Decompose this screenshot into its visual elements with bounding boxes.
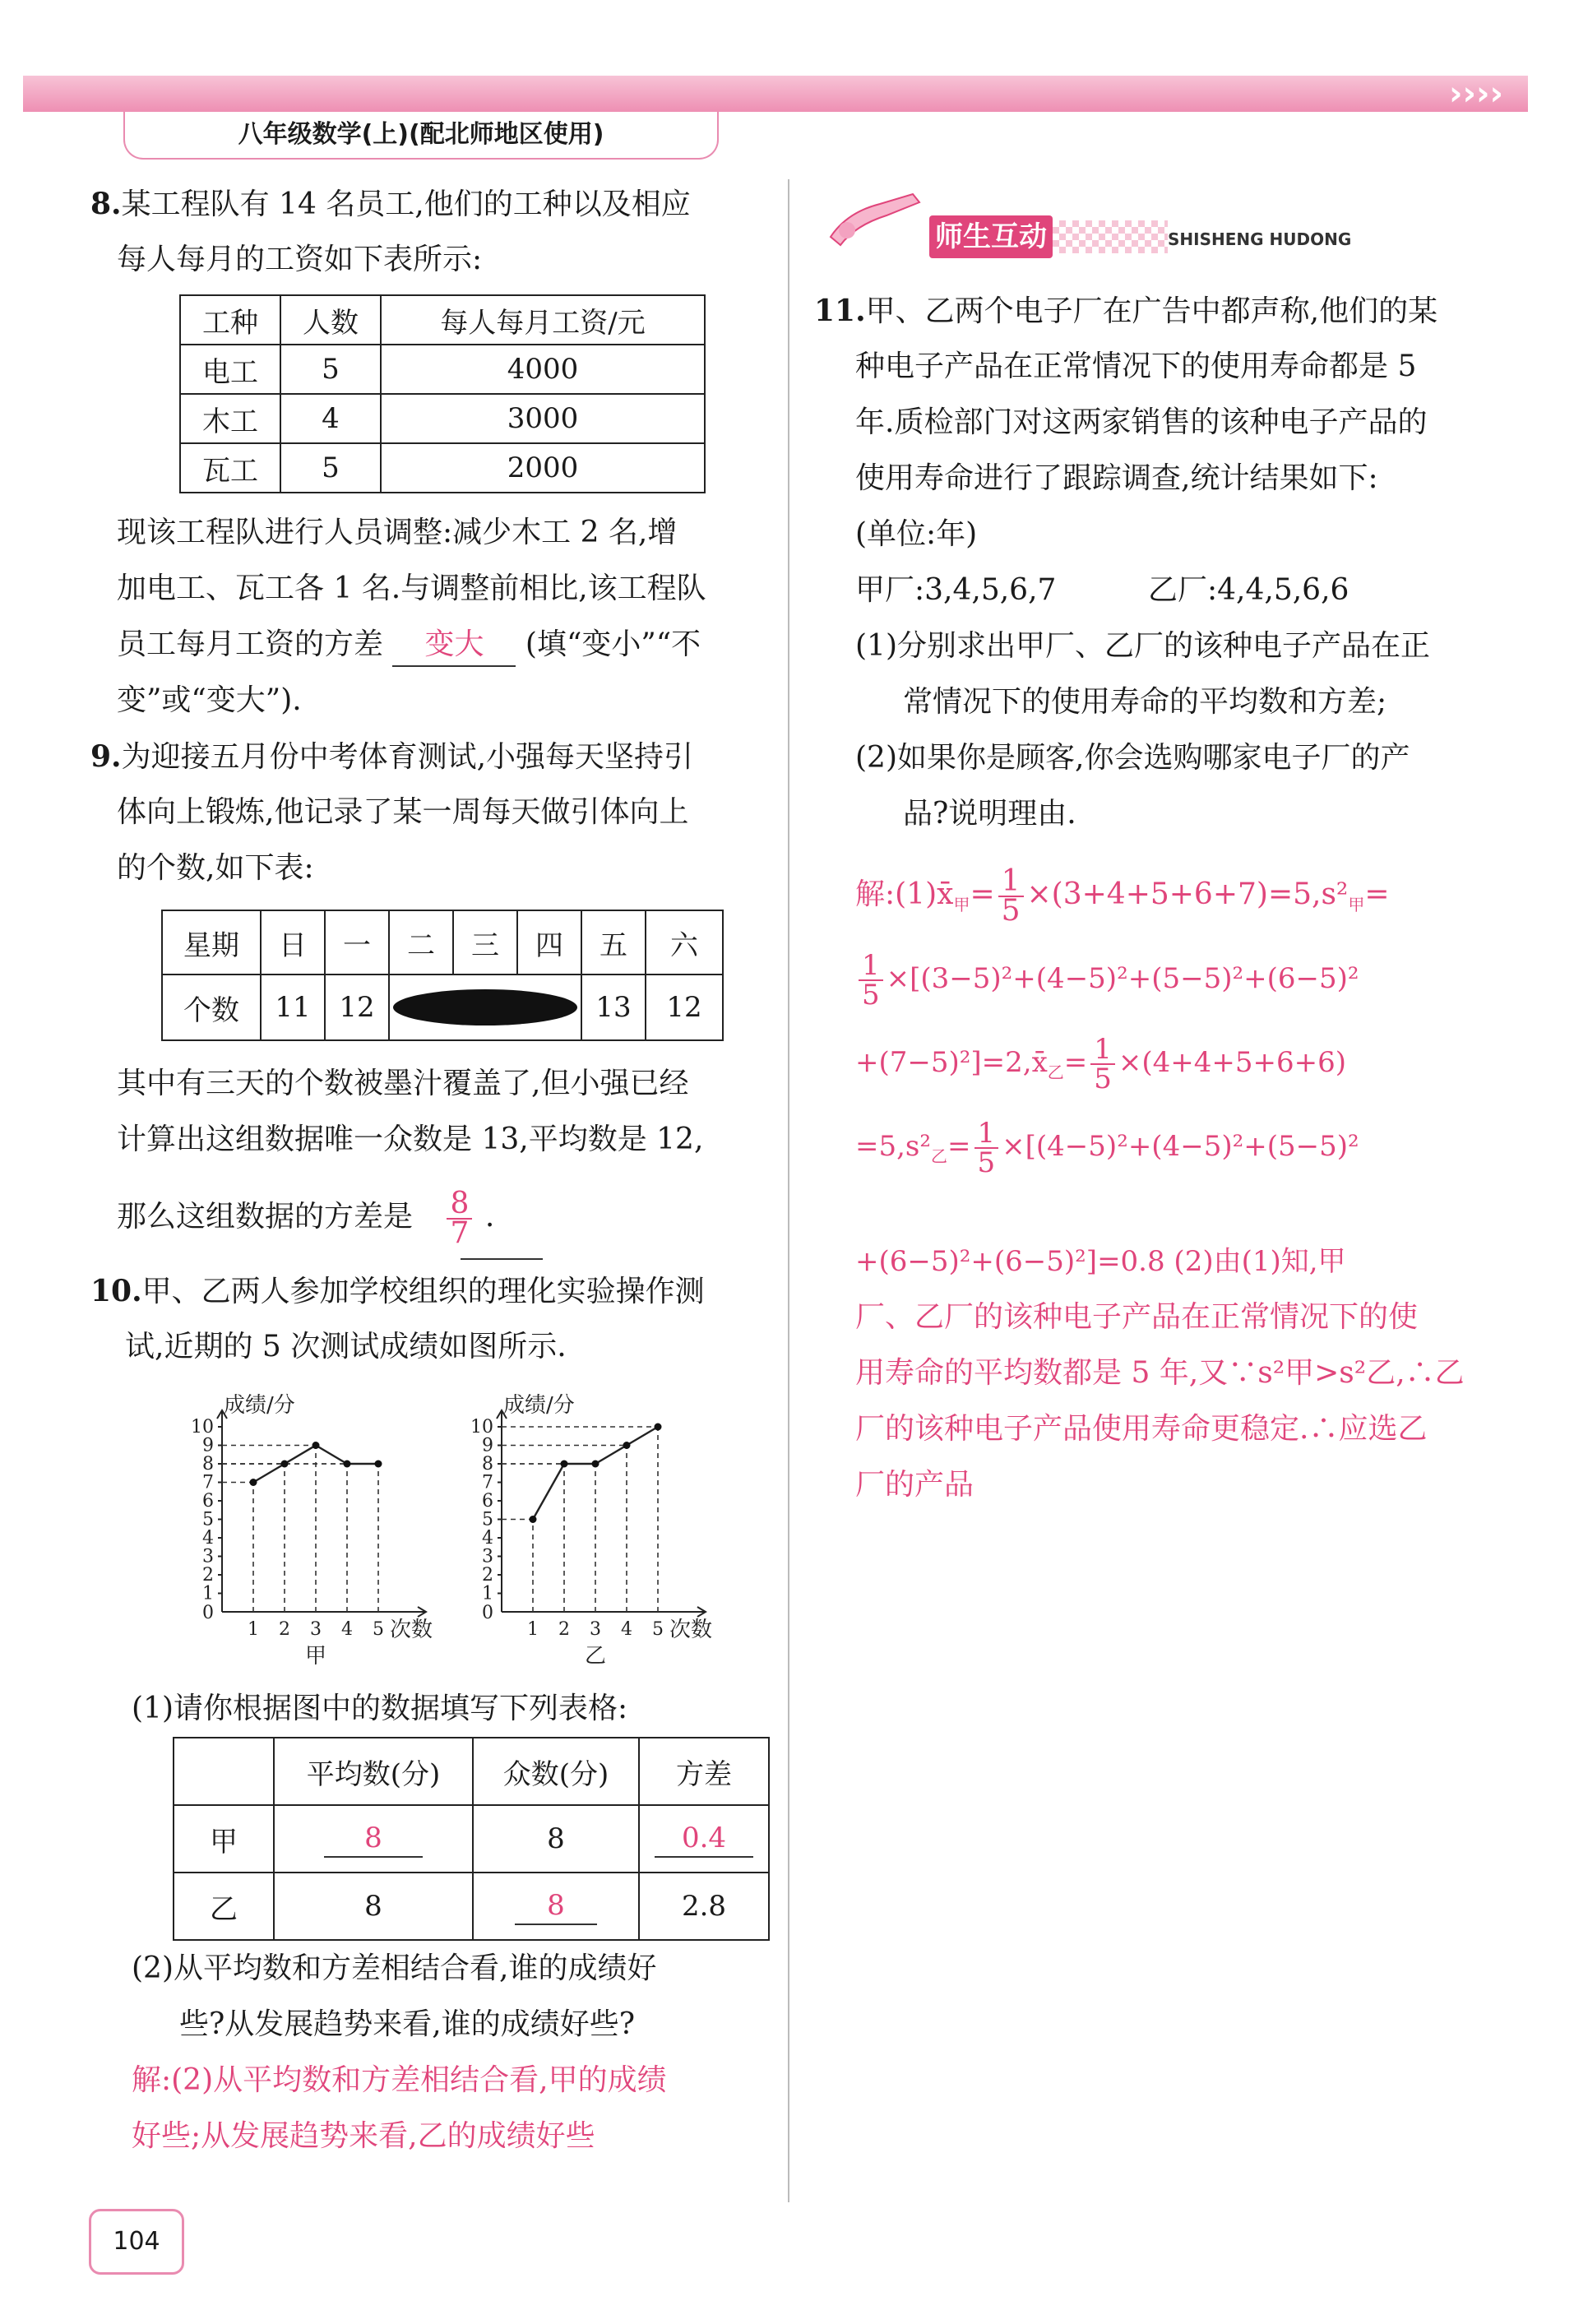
q9-line3: 的个数,如下表:: [117, 851, 314, 885]
q9-cell: 12: [325, 975, 389, 1040]
y-tick-label: 4: [202, 1528, 214, 1549]
q9-table: [161, 910, 724, 1041]
q10-sub1: (1)请你根据图中的数据填写下列表格:: [132, 1692, 628, 1725]
origin-label: 0: [482, 1603, 493, 1623]
x-axis-label: 次数: [390, 1618, 433, 1642]
q11-sol-line9: 厂的产品: [855, 1468, 974, 1502]
q10-header-cell: 方差: [639, 1738, 769, 1805]
y-tick-label: 6: [482, 1491, 493, 1512]
q11-line3: 年.质检部门对这两家销售的该种电子产品的: [855, 405, 1428, 439]
data-point: [281, 1461, 289, 1468]
header-arrows: ››››: [1449, 75, 1503, 113]
q8-after4: 变”或“变大”).: [117, 683, 302, 717]
y-tick-label: 4: [482, 1528, 493, 1549]
q10-cell: [473, 1873, 639, 1940]
q9-cell: 二: [389, 910, 453, 975]
q10-blank-jia-mean: 8: [324, 1820, 423, 1858]
q9-after1: 其中有三天的个数被墨汁覆盖了,但小强已经: [117, 1067, 689, 1100]
q9-line2: 体向上锻炼,他记录了某一周每天做引体向上: [117, 795, 689, 829]
q10-header-cell: 平均数(分): [274, 1738, 473, 1805]
q8-cell: 4: [280, 394, 381, 443]
y-tick-label: 1: [202, 1583, 214, 1604]
q10-number: 10.: [90, 1274, 142, 1308]
x-tick-label: 4: [621, 1619, 632, 1640]
q11-part1b: 常情况下的使用寿命的平均数和方差;: [903, 685, 1387, 719]
q9-cell: 13: [581, 975, 646, 1040]
chart-title: 甲: [304, 1644, 327, 1669]
q9-cell: 11: [261, 975, 325, 1040]
q8-cell: 3000: [381, 394, 705, 443]
q9-cell: 12: [646, 975, 723, 1040]
q8-header-cell: 工种: [180, 295, 280, 345]
q10-cell: 乙: [174, 1873, 274, 1940]
x-tick-label: 4: [341, 1619, 353, 1640]
q8-cell: 瓦工: [180, 443, 280, 493]
q8-line2: 每人每月的工资如下表所示:: [117, 243, 483, 276]
header-band: [23, 76, 1528, 112]
header-title: 八年级数学(上)(配北师地区使用): [238, 120, 604, 149]
q8-table: [179, 294, 706, 493]
q10-cell: 8: [473, 1805, 639, 1873]
y-tick-label: 3: [482, 1546, 493, 1567]
y-tick-label: 9: [202, 1435, 214, 1456]
data-point: [375, 1461, 382, 1468]
q11-part2b: 品?说明理由.: [903, 797, 1076, 831]
y-tick-label: 10: [191, 1417, 214, 1437]
q9-cell: 四: [517, 910, 581, 975]
q11-number: 11.: [814, 294, 866, 328]
data-point: [530, 1516, 537, 1523]
q9-answer-fraction: $\frac{8}{7}$: [447, 1190, 472, 1248]
pencil-icon: [822, 187, 929, 253]
q10-cell: 8: [274, 1873, 473, 1940]
q10-cell: 甲: [174, 1805, 274, 1873]
q8-line1: 8.某工程队有 14 名员工,他们的工种以及相应: [90, 187, 691, 221]
fraction: $\frac{1}{5}$: [859, 951, 883, 1009]
q10-sub2b: 些?从发展趋势来看,谁的成绩好些?: [179, 2007, 636, 2041]
q9-cell: 五: [581, 910, 646, 975]
q10-blank-jia-var: 0.4: [655, 1820, 753, 1858]
y-tick-label: 8: [482, 1454, 493, 1474]
q10-solution-1: 解:(2)从平均数和方差相结合看,甲的成绩: [132, 2063, 667, 2097]
q11-sol-line1: 解$:(1)x̄_甲=$ $\frac{1}{5}$ $\times(3+4+5+6+7)=5,s^2_甲=$: [855, 864, 1390, 928]
y-tick-label: 3: [202, 1546, 214, 1567]
q11-part1a: (1)分别求出甲厂、乙厂的该种电子产品在正: [855, 629, 1430, 663]
chart-jia: [173, 1382, 469, 1678]
y-tick-label: 6: [202, 1491, 214, 1512]
q8-after2: 加电工、瓦工各 1 名.与调整前相比,该工程队: [117, 572, 706, 605]
q8-after1: 现该工程队进行人员调整:减少木工 2 名,增: [117, 516, 678, 549]
y-tick-label: 8: [202, 1454, 214, 1474]
q8-cell: 5: [280, 345, 381, 394]
origin-label: 0: [202, 1603, 214, 1623]
q11-sol-line7: 用寿命的平均数都是 5 年,又∵s²甲>s²乙,∴乙: [855, 1356, 1465, 1390]
y-tick-label: 7: [482, 1472, 493, 1493]
y-axis-label: 成绩/分: [224, 1393, 295, 1418]
y-tick-label: 7: [202, 1472, 214, 1493]
y-axis-label: 成绩/分: [503, 1393, 575, 1418]
y-tick-label: 5: [202, 1509, 214, 1530]
q11-line2: 种电子产品在正常情况下的使用寿命都是 5: [855, 350, 1417, 383]
chart-yi: [452, 1382, 748, 1678]
q9-number: 9.: [90, 739, 122, 774]
q8-cell: 电工: [180, 345, 280, 394]
q10-blank-yi-mode: 8: [515, 1887, 597, 1925]
x-tick-label: 3: [310, 1619, 322, 1640]
y-tick-label: 2: [202, 1565, 214, 1586]
data-point: [312, 1442, 320, 1449]
x-tick-label: 5: [373, 1619, 384, 1640]
data-point: [623, 1442, 631, 1449]
ink-blot-cell: [389, 975, 581, 1040]
q8-answer-blank: 变大: [392, 624, 516, 667]
ink-blot: [393, 989, 577, 1025]
q11-line1: 11.甲、乙两个电子厂在广告中都声称,他们的某: [814, 294, 1438, 328]
fraction: $\frac{1}{5}$: [998, 868, 1024, 925]
q9-cell: 日: [261, 910, 325, 975]
q10-sub2a: (2)从平均数和方差相结合看,谁的成绩好: [132, 1951, 657, 1985]
q11-sol-line5: +(6−5)²+(6−5)²]=0.8 (2)由(1)知,甲: [855, 1245, 1346, 1278]
q11-line5: (单位:年): [855, 517, 978, 551]
q8-header-cell: 人数: [280, 295, 381, 345]
x-tick-label: 1: [248, 1619, 259, 1640]
data-point: [561, 1461, 568, 1468]
x-tick-label: 2: [279, 1619, 290, 1640]
data-point: [344, 1461, 351, 1468]
q8-cell: 木工: [180, 394, 280, 443]
q8-number: 8.: [90, 187, 122, 221]
y-tick-label: 2: [482, 1565, 493, 1586]
section-checker: [1053, 220, 1168, 253]
q10-line1: 10.甲、乙两人参加学校组织的理化实验操作测: [90, 1274, 705, 1308]
q9-cell: 六: [646, 910, 723, 975]
x-tick-label: 3: [590, 1619, 601, 1640]
q10-header-cell: 众数(分): [473, 1738, 639, 1805]
q9-cell: 一: [325, 910, 389, 975]
q10-line2: 试,近期的 5 次测试成绩如图所示.: [125, 1330, 567, 1363]
q9-cell: 三: [453, 910, 517, 975]
q8-after3: 员工每月工资的方差 变大 (填“变小”“不: [117, 617, 701, 673]
q11-data-b: 乙厂:4,4,5,6,6: [1148, 573, 1349, 607]
y-tick-label: 10: [470, 1417, 493, 1437]
data-point: [592, 1461, 600, 1468]
q10-cell: [639, 1805, 769, 1873]
q9-cell: 个数: [162, 975, 261, 1040]
q9-line1: 9.为迎接五月份中考体育测试,小强每天坚持引: [90, 739, 694, 774]
q8-cell: 5: [280, 443, 381, 493]
x-axis-label: 次数: [669, 1618, 713, 1642]
column-divider: [788, 179, 789, 2202]
y-tick-label: 9: [482, 1435, 493, 1456]
q8-cell: 2000: [381, 443, 705, 493]
chart-title: 乙: [584, 1644, 607, 1669]
section-subtitle: SHISHENG HUDONG: [1168, 229, 1352, 249]
q10-solution-2: 好些;从发展趋势来看,乙的成绩好些: [132, 2119, 595, 2153]
q9-after3: 那么这组数据的方差是 $\frac{8}{7}$ .: [117, 1187, 495, 1250]
data-point: [655, 1424, 662, 1431]
q10-cell: [274, 1805, 473, 1873]
section-title: 师生互动: [935, 220, 1047, 253]
x-tick-label: 1: [527, 1619, 539, 1640]
fraction: $\frac{1}{5}$: [1090, 1035, 1115, 1093]
q9-after2: 计算出这组数据唯一众数是 13,平均数是 12,: [117, 1123, 704, 1156]
q9-answer-underline: [461, 1258, 543, 1260]
q10-cell: 2.8: [639, 1873, 769, 1940]
q11-line4: 使用寿命进行了跟踪调查,统计结果如下:: [855, 461, 1378, 495]
y-tick-label: 1: [482, 1583, 493, 1604]
q8-cell: 4000: [381, 345, 705, 394]
q11-sol-line6: 厂、乙厂的该种电子产品在正常情况下的使: [855, 1300, 1419, 1334]
x-tick-label: 5: [652, 1619, 664, 1640]
y-tick-label: 5: [482, 1509, 493, 1530]
x-tick-label: 2: [558, 1619, 570, 1640]
q11-sol-line3: $+(7-5)^2]=2,x̄_乙=$ $\frac{1}{5}$ ×(4+4+5+6+6): [855, 1033, 1347, 1095]
q11-data-a: 甲厂:3,4,5,6,7: [855, 573, 1057, 607]
data-point: [250, 1479, 257, 1486]
q8-header-cell: 每人每月工资/元: [381, 295, 705, 345]
fraction: $\frac{1}{5}$: [974, 1119, 999, 1177]
q11-part2a: (2)如果你是顾客,你会选购哪家电子厂的产: [855, 741, 1410, 775]
q10-header-cell: [174, 1738, 274, 1805]
q10-table: [173, 1737, 770, 1941]
page-number: 104: [113, 2227, 160, 2256]
q11-sol-line4: $=5,s^2_乙=$ $\frac{1}{5}$ ×[(4−5)²+(4−5)²+(5−5)²: [855, 1117, 1359, 1179]
q11-sol-line8: 厂的该种电子产品使用寿命更稳定.∴应选乙: [855, 1412, 1428, 1446]
q11-sol-line2: $\frac{1}{5}$ ×[(3−5)²+(4−5)²+(5−5)²+(6−5)²: [855, 946, 1359, 1012]
q9-cell: 星期: [162, 910, 261, 975]
